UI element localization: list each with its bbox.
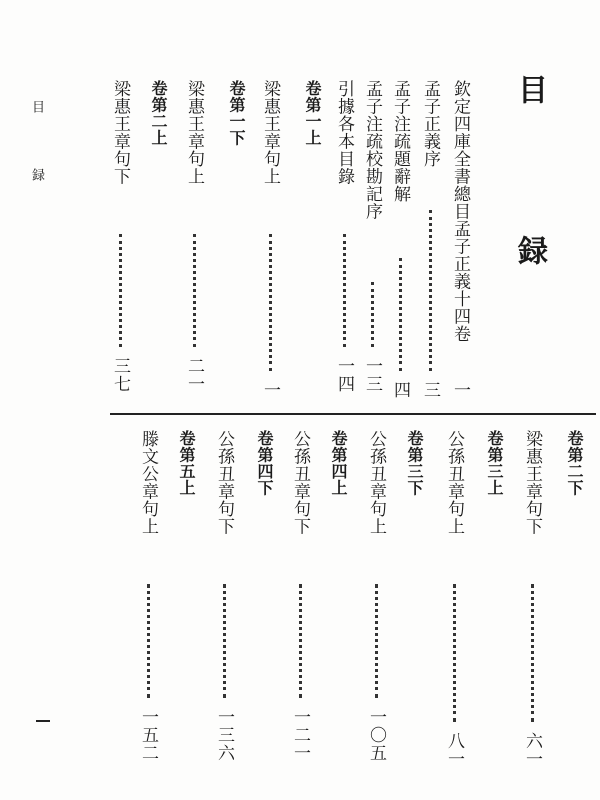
dot-leader — [147, 584, 150, 698]
dot-leader — [119, 234, 122, 347]
juan-label: 卷第五上 — [177, 430, 196, 496]
juan-label: 卷第二上 — [149, 80, 168, 146]
juan-label: 卷第四下 — [255, 430, 274, 496]
toc-entry-title: 孟子注疏校勘記序 — [362, 80, 382, 220]
dot-leader — [375, 584, 378, 698]
toc-entry-title: 公孫丑章句下 — [290, 430, 310, 535]
toc-entry-title: 公孫丑章句上 — [366, 430, 386, 535]
toc-entry-title: 引據各本目錄 — [334, 80, 354, 185]
toc-page-number: 一 — [260, 381, 280, 399]
dot-leader — [453, 584, 456, 722]
toc-page-number: 一五二 — [138, 708, 158, 762]
folio-page-number — [36, 720, 50, 722]
juan-label: 卷第二下 — [565, 430, 584, 496]
toc-page-number: 一三六 — [214, 708, 234, 762]
dot-leader — [223, 584, 226, 698]
juan-label: 卷第三下 — [405, 430, 424, 496]
toc-entry-title: 滕文公章句上 — [138, 430, 158, 535]
toc-entry-title: 孟子正義序 — [420, 80, 440, 168]
toc-page-number: 四 — [390, 381, 410, 399]
toc-page-number: 三 — [420, 381, 440, 399]
dot-leader — [429, 210, 432, 371]
toc-entry-title: 梁惠王章句下 — [110, 80, 130, 185]
running-head: 目 録 — [29, 100, 44, 201]
dot-leader — [269, 234, 272, 371]
toc-entry-title: 欽定四庫全書總目孟子正義十四卷 — [450, 80, 470, 343]
dot-leader — [343, 234, 346, 347]
toc-entry-title: 公孫丑章句下 — [214, 430, 234, 535]
dot-leader — [371, 282, 374, 347]
toc-entry-title: 梁惠王章句下 — [522, 430, 542, 535]
toc-page-number: 三七 — [110, 357, 130, 393]
dot-leader — [399, 258, 402, 371]
toc-entry-title: 公孫丑章句上 — [444, 430, 464, 535]
juan-label: 卷第一上 — [303, 80, 322, 146]
toc-page-number: 八一 — [444, 732, 464, 768]
toc-page-number: 六一 — [522, 732, 542, 768]
toc-entry-title: 孟子注疏題辭解 — [390, 80, 410, 203]
page-title: 目 録 — [512, 74, 547, 313]
toc-page-number: 一三 — [362, 357, 382, 393]
toc-page-number: 一〇五 — [366, 708, 386, 762]
section-divider — [110, 413, 596, 415]
toc-page-number: 一二一 — [290, 708, 310, 762]
toc-page-number: 一四 — [334, 357, 354, 393]
juan-label: 卷第四上 — [329, 430, 348, 496]
toc-page-number: 二一 — [184, 357, 204, 393]
toc-entry-title: 梁惠王章句上 — [184, 80, 204, 185]
juan-label: 卷第一下 — [227, 80, 246, 146]
juan-label: 卷第三上 — [485, 430, 504, 496]
dot-leader — [299, 584, 302, 698]
dot-leader — [531, 584, 534, 722]
dot-leader — [193, 234, 196, 347]
toc-entry-title: 梁惠王章句上 — [260, 80, 280, 185]
toc-page-number: 一 — [450, 381, 470, 399]
